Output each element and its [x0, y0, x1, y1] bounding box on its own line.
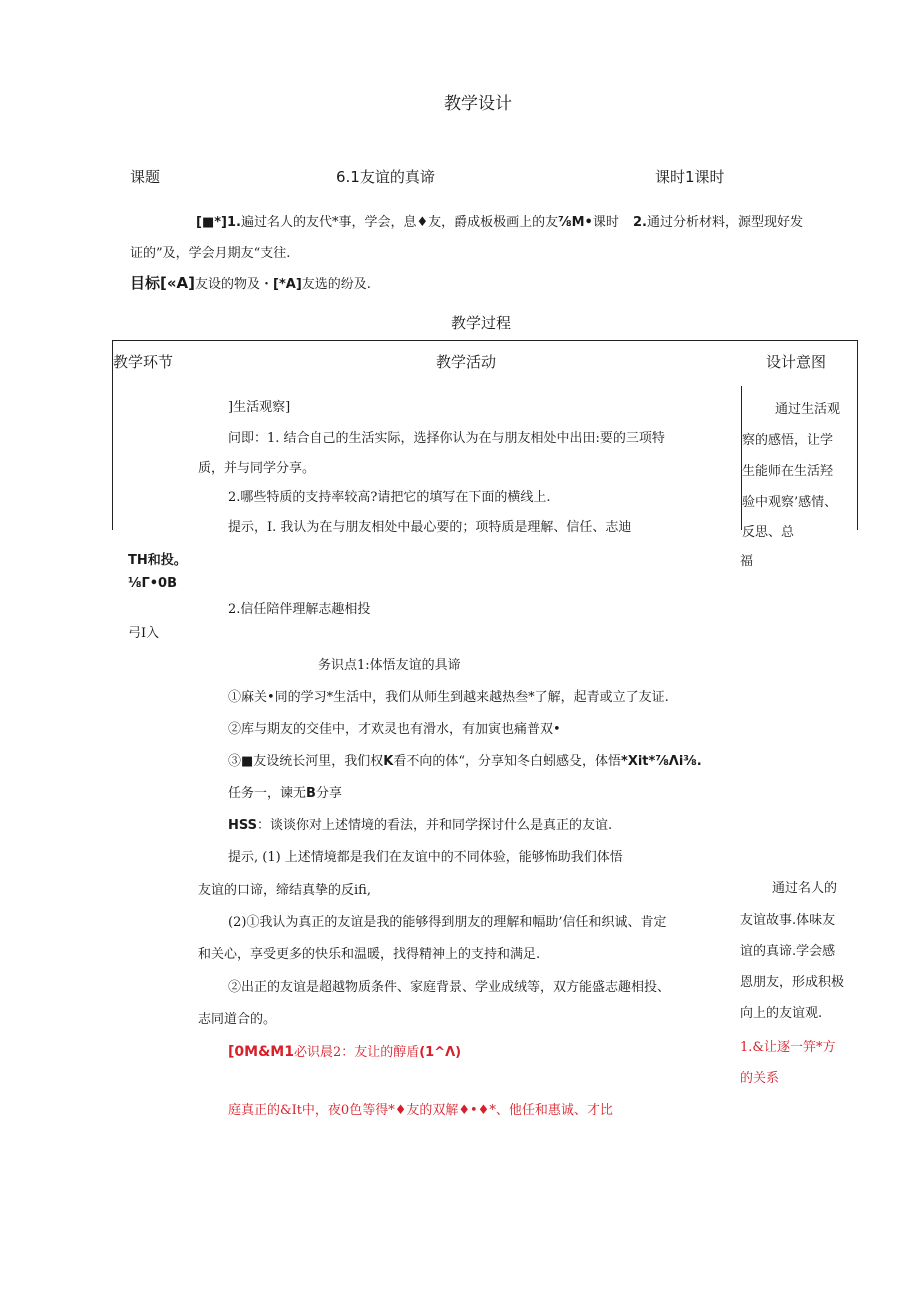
- activity-question-2: 2.哪些特质的支持率较高?请把它的填写在下面的横线上.: [228, 490, 551, 505]
- table-top-border: [112, 340, 858, 341]
- knowledge-point-2-label: [0M&M1: [228, 1044, 294, 1060]
- hint-2-cont: 和关心，享受更多的快乐和温暖，找得精神上的支持和满足.: [198, 947, 541, 962]
- course-period: 课时1课时: [655, 168, 725, 186]
- process-title: 教学过程: [451, 314, 512, 332]
- intent-1-line-6: 福: [740, 554, 754, 569]
- activity-hint: 提示，I. 我认为在与朋友相处中最心要的；项特质是理解、信任、志迪: [228, 520, 632, 535]
- intent-1-line-5: 反思、总: [742, 525, 795, 540]
- stage-fragment-1: TH和投。: [128, 553, 187, 568]
- hint-1: 提示, (1) 上述情境都是我们在友谊中的不同体验，能够怖助我们体悟: [228, 850, 623, 865]
- scenario-3-mark: K: [383, 754, 394, 769]
- activity-question-cont: 质，并与同学分享。: [198, 461, 316, 476]
- activity-answer: 2.信任陪伴理解志趣相投: [228, 602, 371, 617]
- intent-1-line-1: 通过生活观: [775, 402, 841, 417]
- stage-fragment-3: 弓I入: [128, 626, 160, 641]
- intent-2-line-5: 向上的友谊观.: [740, 1006, 823, 1021]
- header-activity: 教学活动: [436, 353, 497, 371]
- objectives-line-2: 证的”及，学会月期友“支往.: [130, 246, 291, 261]
- course-label: 课题: [130, 168, 161, 186]
- scenario-3: [228, 750, 702, 769]
- knowledge-point-2: [228, 1041, 461, 1060]
- knowledge-point-2-tag: (1^Λ): [419, 1045, 462, 1060]
- objectives-marker-2: 2.: [632, 215, 647, 230]
- scenario-1: ①麻关•同的学习*生活中，我们从师生到越来越热叁*了解，起青或立了友证.: [228, 690, 669, 705]
- objectives-marker-1: [■*]1.: [196, 215, 241, 230]
- task-one-text-b: 分享: [315, 786, 342, 801]
- table-right-border: [857, 340, 858, 530]
- objectives-garble-1: ⅞M•: [558, 215, 593, 230]
- objectives-period: 课时: [592, 215, 619, 230]
- stage-fragment-2: ⅛Γ•0B: [128, 576, 178, 591]
- discussion: [228, 814, 612, 833]
- objectives-heading: 目标[«A]: [130, 274, 196, 292]
- objectives-line-1: [196, 211, 803, 230]
- task-one: [228, 782, 342, 801]
- scenario-3-garble: *Xit*⅞Λi⅜.: [621, 754, 702, 769]
- hint-1-cont: 友谊的口谛，缔结真挚的反ifi,: [198, 883, 371, 898]
- intent-2-line-4: 恩朋友，形成积极: [740, 975, 845, 990]
- intent-1-line-3: 生能师在生活羟: [742, 464, 834, 479]
- objectives-line-3: [130, 272, 371, 293]
- objectives-text-4: 友选的纷及.: [301, 277, 371, 292]
- hint-2: (2)①我认为真正的友谊是我的能够得到朋友的理解和幅助’信任和织诚、肯定: [228, 915, 667, 930]
- knowledge-point-2-text: 必识晨2：友让的醇盾: [293, 1045, 420, 1060]
- scenario-3-text-a: ③■友设统长河里，我们权: [228, 754, 384, 769]
- task-one-text-a: 任务一，谏无: [228, 786, 307, 801]
- header-intent: 设计意图: [766, 353, 827, 371]
- hint-3: ②出正的友谊是超越物质条件、家庭背景、学业成绒等，双方能盛志趣相投、: [228, 980, 671, 995]
- scenario-2: ②库与期友的交佳中，才欢灵也有滑水，有加寅也痛普双•: [228, 722, 561, 737]
- knowledge-point-1: 务识点1:体悟友谊的具谛: [318, 658, 461, 673]
- activity-heading: ]生活观察]: [228, 400, 291, 415]
- objectives-text-3: 友设的物及・: [195, 277, 274, 292]
- course-value: 6.1友谊的真谛: [336, 168, 435, 186]
- page-title: 教学设计: [444, 94, 512, 114]
- intent-2-line-1: 通过名人的: [772, 881, 838, 896]
- discussion-label: HSS: [228, 818, 258, 833]
- objectives-text-2: 通过分析材料，源型现好发: [646, 215, 803, 230]
- hint-3-cont: 志同道合的。: [198, 1012, 277, 1027]
- knowledge-point-2-content: 庭真正的&It中，夜0色等得*♦友的双解♦•♦*、他任和惠诚、才比: [228, 1103, 613, 1118]
- task-one-mark: B: [306, 786, 316, 801]
- header-stage: 教学环节: [113, 353, 174, 371]
- intent-1-line-4: 验中观察’感情、: [742, 495, 838, 510]
- objectives-marker-3: [*A]: [273, 277, 302, 292]
- intent-3-line-1: 1.&让逐一笄*方: [740, 1040, 836, 1055]
- intent-2-line-2: 友谊故事.体味友: [740, 913, 836, 928]
- intent-3-line-2: 的关系: [740, 1071, 780, 1086]
- intent-2-line-3: 谊的真谛.学会感: [740, 944, 836, 959]
- activity-question: 问即：1. 结合自己的生活实际，选择你认为在与朋友相处中出田:要的三项特: [228, 431, 665, 446]
- objectives-text-1: 遍过名人的友代*事，学会，息♦友，爵成板极画上的友: [240, 215, 559, 230]
- intent-1-line-2: 察的感悟，让学: [742, 433, 834, 448]
- scenario-3-text-b: 看不向的体“，分享知冬白蚓感殳，体悟: [393, 754, 622, 769]
- discussion-text: ：谈谈你对上述情境的看法，并和同学探讨什么是真正的友谊.: [257, 818, 613, 833]
